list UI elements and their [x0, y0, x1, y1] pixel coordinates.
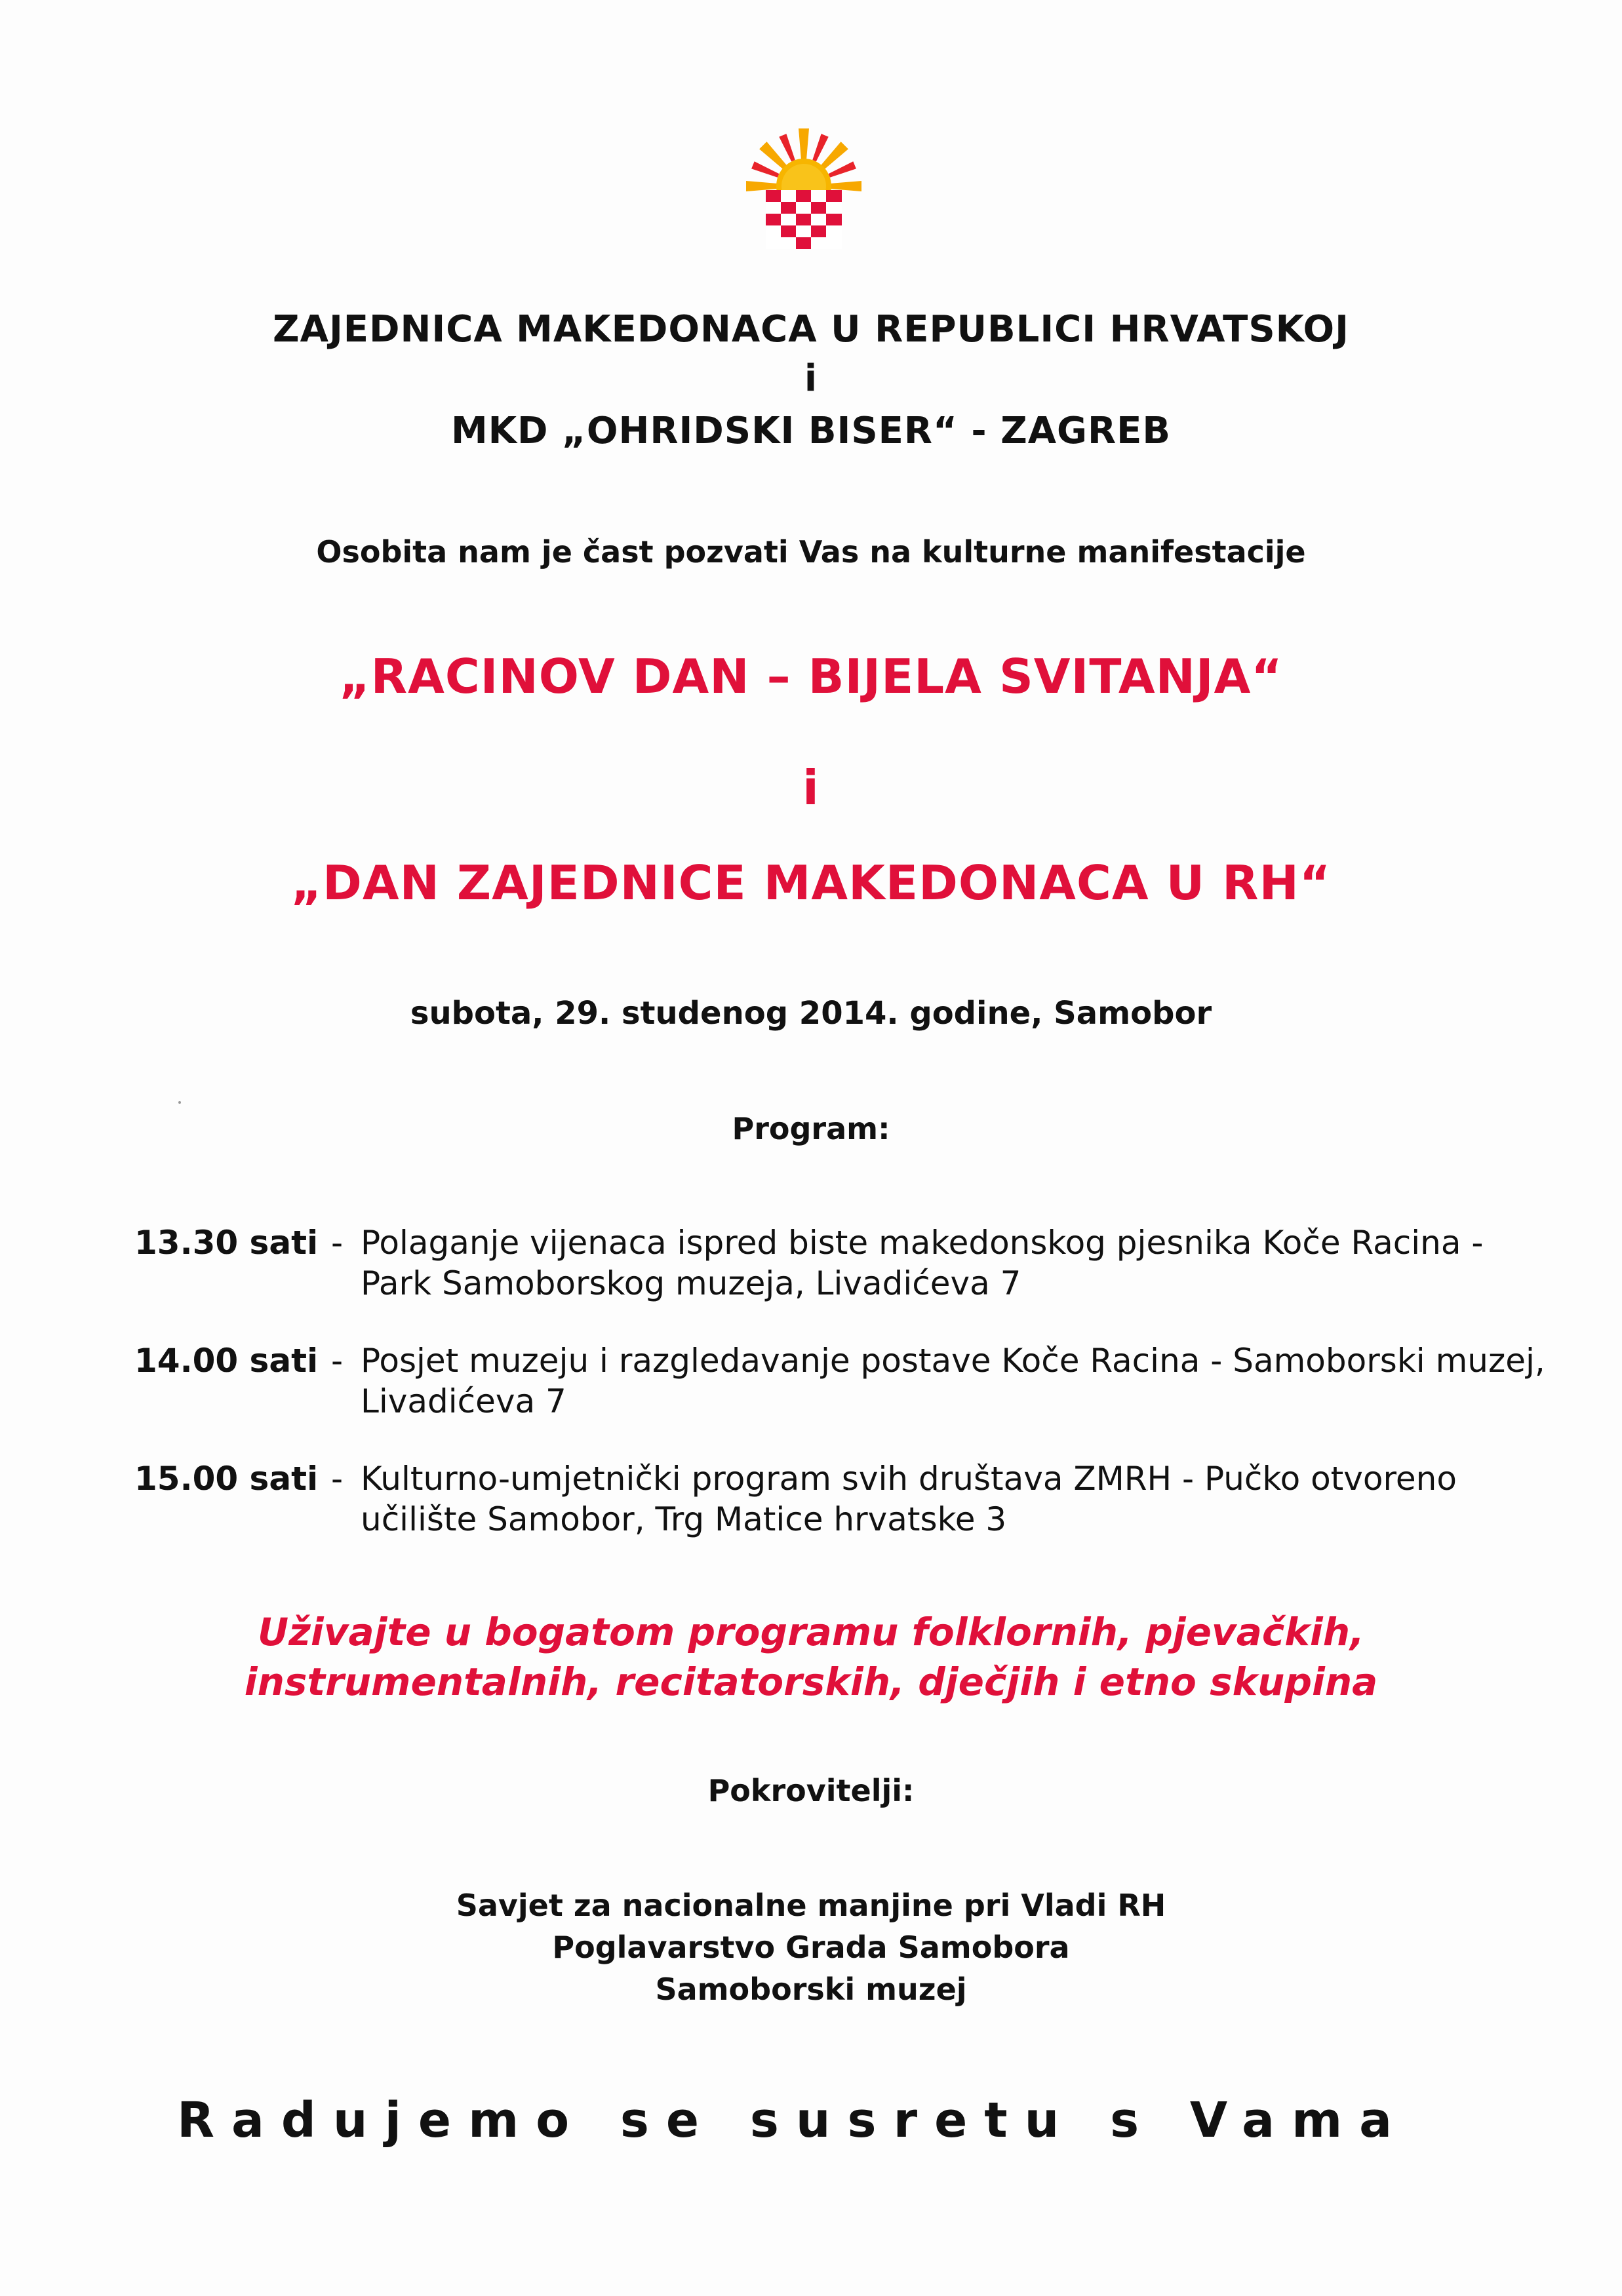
event-title-1: „RACINOV DAN – BIJELA SVITANJA“: [339, 649, 1283, 704]
patrons-title: Pokrovitelji:: [707, 1773, 915, 1808]
org-line-2: MKD „OHRIDSKI BISER“ - ZAGREB: [450, 410, 1172, 452]
program-dash: -: [331, 1460, 344, 1498]
checkerboard: [766, 190, 842, 249]
program-description: Polaganje vijenaca ispred biste makedonskog pjesnika Koče Racina - Park Samoborskog muzeja, Livadićeva 7: [361, 1224, 1484, 1302]
program-description: Kulturno-umjetnički program svih društava ZMRH - Pučko otvoreno učilište Samobor, Trg Matice hrvatske 3: [361, 1460, 1457, 1538]
sun-checkerboard-logo-icon: [740, 126, 868, 263]
invitation-text: Osobita nam je čast pozvati Vas na kulturne manifestacije: [316, 534, 1306, 570]
program-time: 13.30 sati: [134, 1224, 319, 1262]
program-dash: -: [331, 1342, 344, 1380]
patron-item: Savjet za nacionalne manjine pri Vladi RH: [456, 1888, 1166, 1923]
org-conjunction: i: [804, 357, 818, 400]
patron-item: Samoborski muzej: [655, 1972, 967, 2007]
closing-line: Radujemo se susretu s Vama: [177, 2092, 1410, 2149]
program-description: Posjet muzeju i razgledavanje postave Koče Racina - Samoborski muzej, Livadićeva 7: [361, 1342, 1545, 1420]
slogan-line-1: Uživajte u bogatom programu folklornih, pjevačkih,: [257, 1610, 1365, 1654]
program-time: 14.00 sati: [134, 1342, 319, 1380]
event-date: subota, 29. studenog 2014. godine, Samobor: [410, 995, 1212, 1032]
program-title: Program:: [732, 1111, 890, 1146]
event-conjunction: i: [802, 760, 820, 815]
program-dash: -: [331, 1224, 344, 1262]
patron-item: Poglavarstvo Grada Samobora: [552, 1930, 1070, 1965]
event-title-2: „DAN ZAJEDNICE MAKEDONACA U RH“: [290, 855, 1332, 910]
org-line-1: ZAJEDNICA MAKEDONACA U REPUBLICI HRVATSKOJ: [273, 308, 1349, 351]
slogan-line-2: instrumentalnih, recitatorskih, dječjih i etno skupina: [244, 1660, 1378, 1704]
program-time: 15.00 sati: [134, 1460, 319, 1498]
scan-speck: [178, 1101, 181, 1104]
